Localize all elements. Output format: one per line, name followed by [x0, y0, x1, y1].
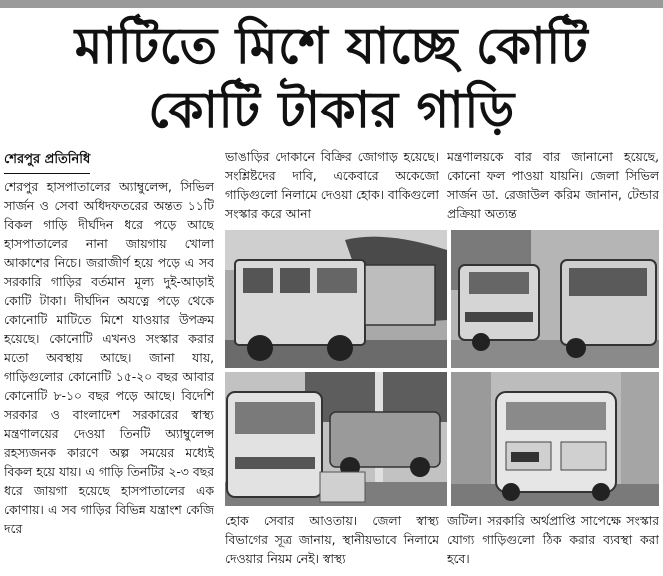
abandoned-van-photo [451, 230, 659, 368]
article-column-2-bottom: হোক সেবার আওতায়। জেলা স্বাস্থ্য বিভাগের সূত্র জানায়, স্থানীয়ভাবে নিলামে দেওয়ার নিয়ম নেই। স্বাস্থ্য [225, 514, 439, 566]
headline-line-2: কোটি টাকার গাড়ি [148, 81, 515, 139]
article-column-1: শেরপুর হাসপাতালের অ্যাম্বুলেন্স, সিভিল সার্জন ও সেবা অধিদফতরের অন্তত ১১টি বিকল গাড়ি দীর্ঘদিন ধরে পড়ে আছে হাসপাতালের নানা জায়গায় খোলা আকাশের নিচে। জরাজীর্ণ হয়ে পড়ে এ সব সরকারি গাড়ির বর্তমান মূল্য দুই-আড়াই কোটি টাকা। দীর্ঘদিন অযত্নে পড়ে থেকে কোনোটি মাটিতে মিশে যাওয়ার উপক্রম হয়েছে। কোনোটি এখনও সংস্কার করার মতো অবস্থায় আছে। জানা যায়, গাড়িগুলোর কোনোটি ১৫-২০ বছর আবার কোনোটি ৮-১০ বছর পড়ে আছে। বিদেশি সরকার ও বাংলাদেশ সরকারের স্বাস্থ্য মন্ত্রণালয়ের দেওয়া তিনটি অ্যাম্বুলেন্স রহস্যজনক কারণে অল্প সময়ের মধ্যেই বিকল হয়ে যায়। এ গাড়ি তিনটির ২-৩ বছর ধরে জায়গা হয়েছে হাসপাতালের এক কোণায়। এ সব গাড়ির বিভিন্ন যন্ত্রাংশ কেজি দরে [4, 180, 214, 536]
byline: শেরপুর প্রতিনিধি [4, 150, 90, 174]
abandoned-ambulance-photo [225, 372, 447, 506]
headline [0, 14, 663, 142]
article-column-2-top: ভাঙাড়ির দোকানে বিক্রির জোগাড় হয়েছে। সংশ্লিষ্টদের দাবি, একেবারে অকেজো গাড়িগুলো নিলামে দেওয়া হোক। বাকিগুলো সংস্কার করে আনা [225, 150, 439, 221]
article-column-3-bottom: জটিল। সরকারি অর্থপ্রাপ্তি সাপেক্ষে সংস্কার যোগ্য গাড়িগুলো ঠিক করার ব্যবস্থা করা হবে। [447, 514, 659, 566]
article-column-3-top: মন্ত্রণালয়কে বার বার জানানো হয়েছে, কোনো ফল পাওয়া যায়নি। জেলা সিভিল সার্জন ডা. রেজাউল করিম জানান, টেন্ডার প্রক্রিয়া অত্যন্ত [447, 150, 659, 221]
photo-grid [225, 230, 659, 506]
abandoned-jeep-photo [225, 230, 447, 368]
headline-line-1: মাটিতে মিশে যাচ্ছে কোটি [74, 17, 589, 75]
abandoned-ambulance-rear-photo [451, 372, 659, 506]
top-gray-bar [0, 0, 663, 8]
